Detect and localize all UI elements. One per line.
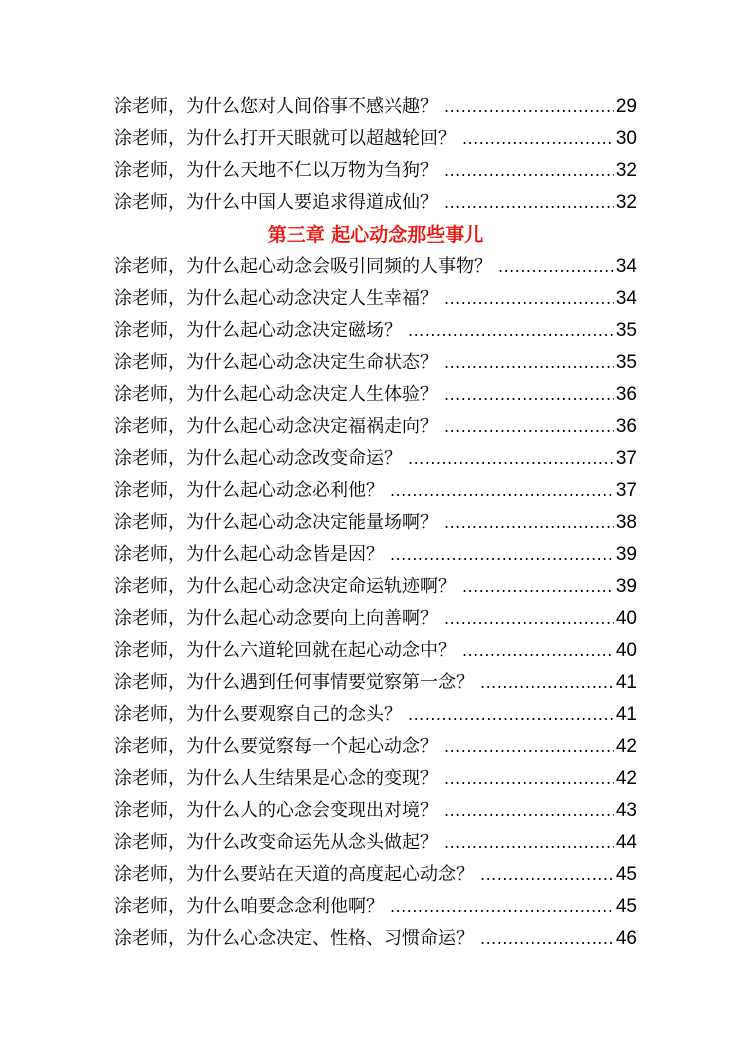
toc-entry[interactable] xyxy=(114,699,637,731)
toc-page-number: 42 xyxy=(615,736,637,757)
toc-entry[interactable] xyxy=(114,763,637,795)
toc-entry-title: 涂老师，为什么要站在天道的高度起心动念？ xyxy=(114,864,474,885)
toc-entry[interactable] xyxy=(114,379,637,411)
chapter-heading[interactable]: 第三章 起心动念那些事儿 xyxy=(267,224,484,246)
toc-dot-leader xyxy=(444,91,614,123)
toc-entry[interactable] xyxy=(114,571,637,603)
toc-entry-title: 涂老师，为什么起心动念决定命运轨迹啊？ xyxy=(114,576,456,597)
toc-entry[interactable] xyxy=(114,827,637,859)
toc-page-number: 45 xyxy=(615,896,637,917)
toc-page-number: 36 xyxy=(615,384,637,405)
toc-page-number: 45 xyxy=(615,864,637,885)
toc-dot-leader xyxy=(444,155,614,187)
toc-entry-title: 涂老师，为什么起心动念必利他？ xyxy=(114,480,384,501)
toc-dot-leader xyxy=(444,795,614,827)
toc-dot-leader xyxy=(444,603,614,635)
toc-entry[interactable] xyxy=(114,859,637,891)
toc-entry-title: 涂老师，为什么起心动念决定人生体验？ xyxy=(114,384,438,405)
toc-entry-title: 涂老师，为什么起心动念决定福祸走向？ xyxy=(114,416,438,437)
toc-page-number: 37 xyxy=(615,480,637,501)
toc-dot-leader xyxy=(462,635,614,667)
toc-page-number: 29 xyxy=(615,96,637,117)
toc-page-number: 32 xyxy=(615,192,637,213)
toc-dot-leader xyxy=(444,187,614,219)
toc-page-number: 39 xyxy=(615,576,637,597)
toc-entry-title: 涂老师，为什么起心动念皆是因？ xyxy=(114,544,384,565)
toc-entry-title: 涂老师，为什么起心动念决定磁场？ xyxy=(114,320,402,341)
toc-entry[interactable] xyxy=(114,155,637,187)
toc-page-number: 42 xyxy=(615,768,637,789)
toc-dot-leader xyxy=(408,699,614,731)
toc-dot-leader xyxy=(480,923,614,955)
toc-entry-title: 涂老师，为什么人的心念会变现出对境？ xyxy=(114,800,438,821)
toc-entry[interactable] xyxy=(114,603,637,635)
toc-entry-title: 涂老师，为什么改变命运先从念头做起？ xyxy=(114,832,438,853)
toc-entry-title: 涂老师，为什么要观察自己的念头？ xyxy=(114,704,402,725)
toc-entry[interactable] xyxy=(114,315,637,347)
toc-entry-title: 涂老师，为什么起心动念要向上向善啊？ xyxy=(114,608,438,629)
toc-entry-title: 涂老师，为什么打开天眼就可以超越轮回？ xyxy=(114,128,456,149)
toc-dot-leader xyxy=(444,347,614,379)
toc-dot-leader xyxy=(444,379,614,411)
toc-entry-title: 涂老师，为什么起心动念会吸引同频的人事物？ xyxy=(114,256,492,277)
toc-dot-leader xyxy=(390,539,614,571)
toc-dot-leader xyxy=(390,475,614,507)
toc-dot-leader xyxy=(444,411,614,443)
toc-entry-title: 涂老师，为什么要觉察每一个起心动念？ xyxy=(114,736,438,757)
toc-entry[interactable] xyxy=(114,507,637,539)
toc-dot-leader xyxy=(444,283,614,315)
toc-dot-leader xyxy=(480,667,614,699)
toc-page-number: 30 xyxy=(615,128,637,149)
toc-entry[interactable] xyxy=(114,251,637,283)
toc-page-number: 35 xyxy=(615,320,637,341)
toc-entry[interactable] xyxy=(114,539,637,571)
toc-entry-title: 涂老师，为什么心念决定、性格、习惯命运？ xyxy=(114,928,474,949)
toc-entry-title: 涂老师，为什么起心动念决定能量场啊？ xyxy=(114,512,438,533)
toc-page-number: 36 xyxy=(615,416,637,437)
toc-dot-leader xyxy=(390,891,614,923)
toc-page-number: 39 xyxy=(615,544,637,565)
toc-page-number: 40 xyxy=(615,608,637,629)
toc-dot-leader xyxy=(480,859,614,891)
toc-entry[interactable] xyxy=(114,443,637,475)
toc-page-number: 38 xyxy=(615,512,637,533)
toc-entry[interactable] xyxy=(114,731,637,763)
toc-dot-leader xyxy=(408,443,614,475)
toc-entry[interactable] xyxy=(114,475,637,507)
toc-page-number: 44 xyxy=(615,832,637,853)
toc-page-number: 34 xyxy=(615,256,637,277)
table-of-contents xyxy=(114,91,637,955)
toc-entry-title: 涂老师，为什么人生结果是心念的变现？ xyxy=(114,768,438,789)
toc-entry-title: 涂老师，为什么遇到任何事情要觉察第一念？ xyxy=(114,672,474,693)
toc-dot-leader xyxy=(408,315,614,347)
toc-entry[interactable] xyxy=(114,667,637,699)
toc-entry-title: 涂老师，为什么天地不仁以万物为刍狗？ xyxy=(114,160,438,181)
toc-entry-title: 涂老师，为什么六道轮回就在起心动念中？ xyxy=(114,640,456,661)
toc-entry[interactable] xyxy=(114,187,637,219)
toc-dot-leader xyxy=(444,827,614,859)
toc-page-number: 43 xyxy=(615,800,637,821)
toc-entry[interactable] xyxy=(114,91,637,123)
toc-entry-title: 涂老师，为什么起心动念决定人生幸福？ xyxy=(114,288,438,309)
toc-entry[interactable] xyxy=(114,283,637,315)
toc-entry-title: 涂老师，为什么中国人要追求得道成仙？ xyxy=(114,192,438,213)
toc-page-number: 41 xyxy=(615,672,637,693)
toc-page-number: 34 xyxy=(615,288,637,309)
toc-entries-after xyxy=(114,251,637,955)
toc-page-number: 35 xyxy=(615,352,637,373)
toc-entry[interactable] xyxy=(114,347,637,379)
toc-dot-leader xyxy=(462,571,614,603)
toc-page-number: 32 xyxy=(615,160,637,181)
toc-dot-leader xyxy=(462,123,614,155)
toc-entry[interactable] xyxy=(114,635,637,667)
toc-page-number: 40 xyxy=(615,640,637,661)
toc-entry[interactable] xyxy=(114,891,637,923)
toc-entry-title: 涂老师，为什么起心动念改变命运？ xyxy=(114,448,402,469)
toc-page-number: 46 xyxy=(615,928,637,949)
toc-entry-title: 涂老师，为什么起心动念决定生命状态？ xyxy=(114,352,438,373)
toc-page-number: 41 xyxy=(615,704,637,725)
toc-dot-leader xyxy=(444,731,614,763)
toc-entry[interactable] xyxy=(114,411,637,443)
toc-entry-title: 涂老师，为什么您对人间俗事不感兴趣？ xyxy=(114,96,438,117)
toc-page-number: 37 xyxy=(615,448,637,469)
toc-entry[interactable] xyxy=(114,923,637,955)
toc-entries-before xyxy=(114,91,637,219)
toc-entry[interactable] xyxy=(114,795,637,827)
toc-dot-leader xyxy=(444,763,614,795)
toc-entry-title: 涂老师，为什么咱要念念利他啊？ xyxy=(114,896,384,917)
toc-entry[interactable] xyxy=(114,123,637,155)
toc-dot-leader xyxy=(498,251,614,283)
toc-dot-leader xyxy=(444,507,614,539)
